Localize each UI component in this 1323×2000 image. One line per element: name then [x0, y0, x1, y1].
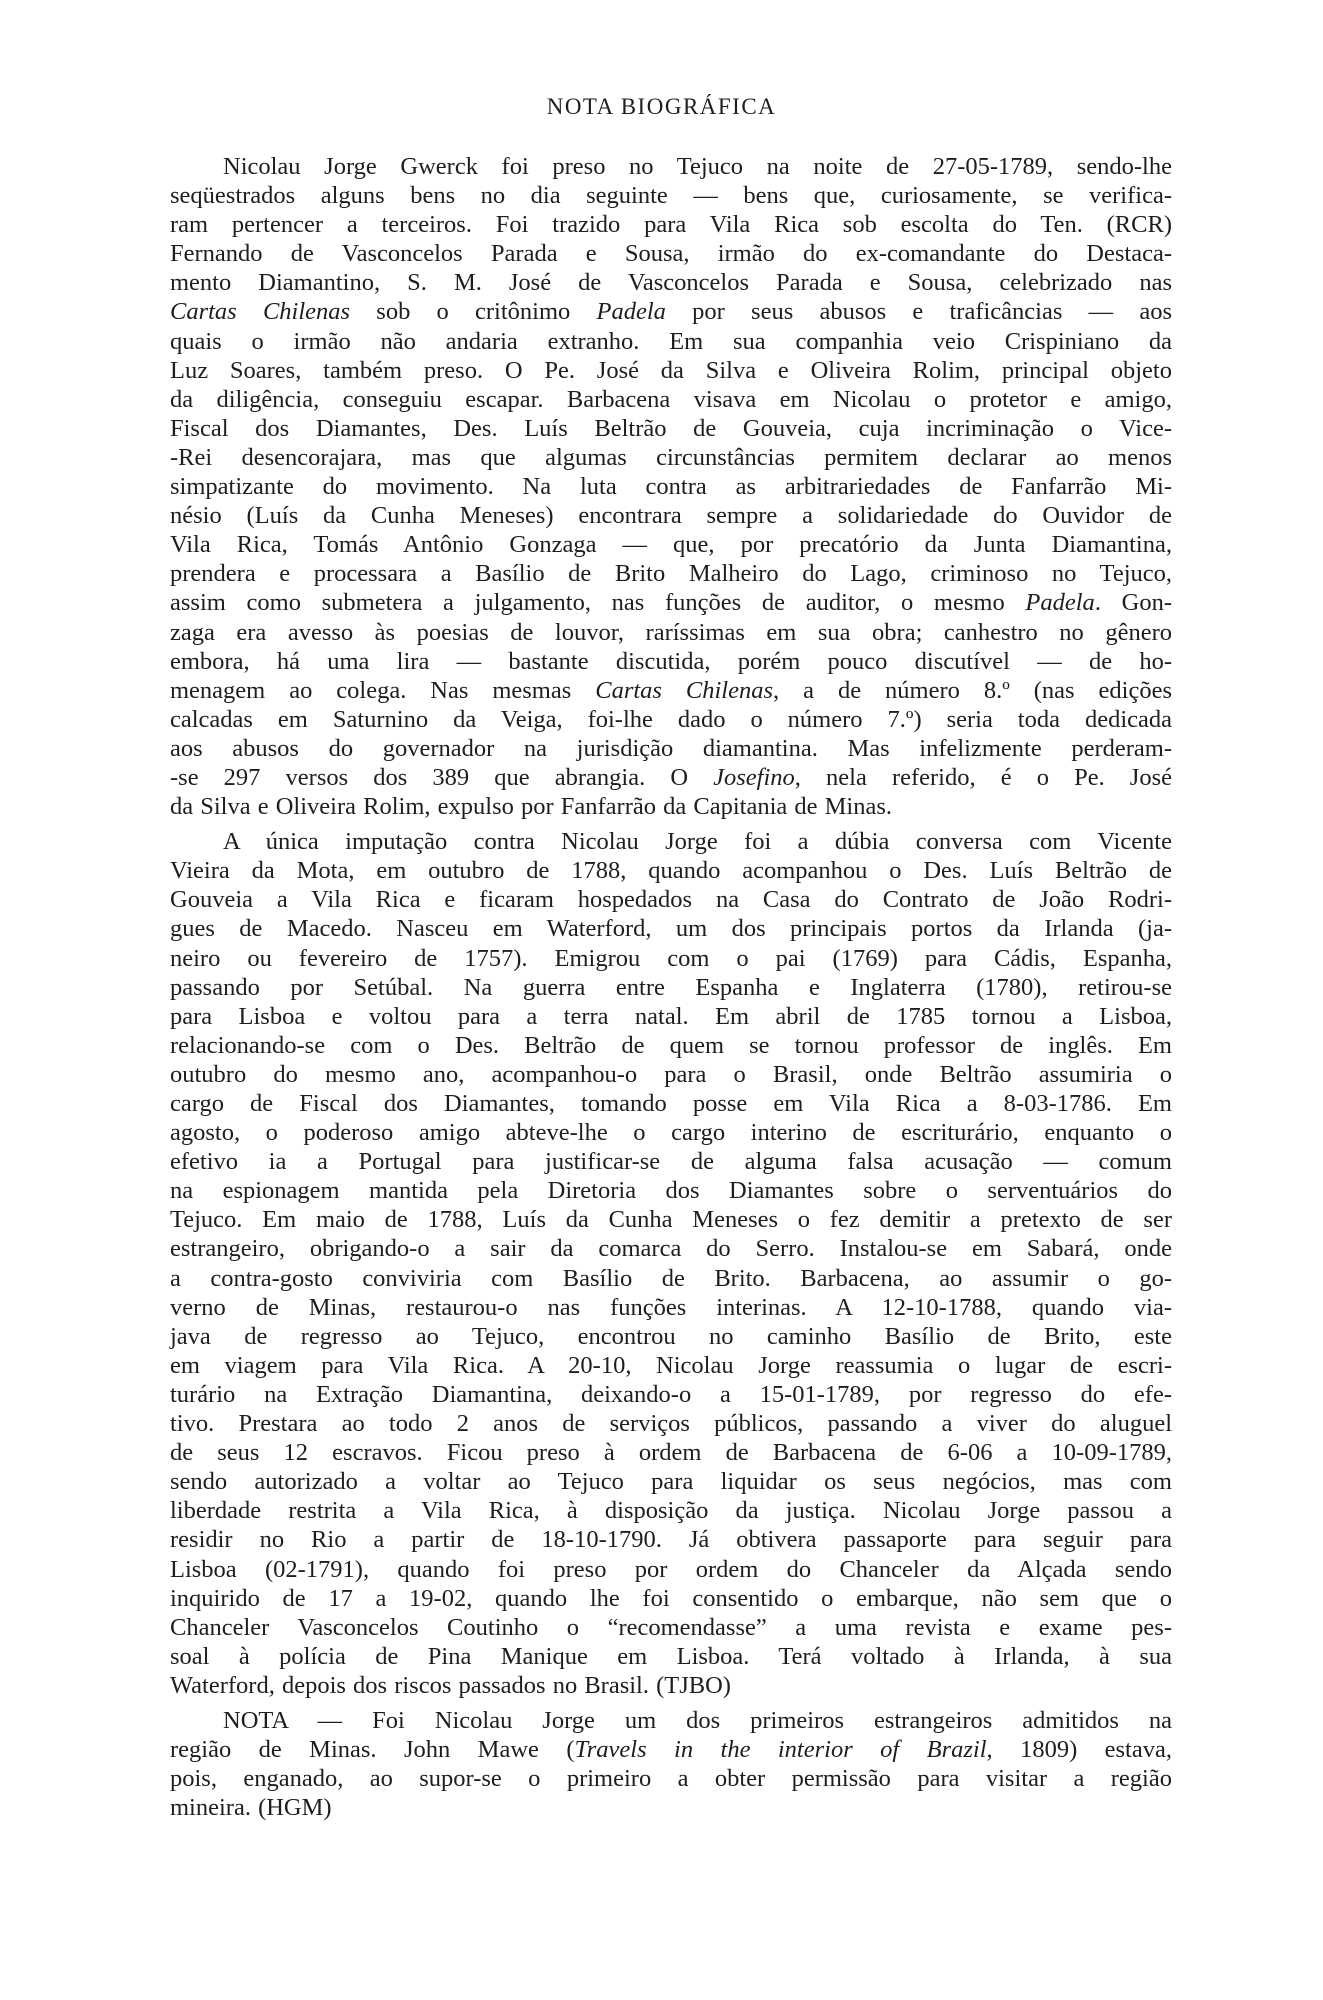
text: Gouveia a Vila Rica e ficaram hospedados na Casa do Contrato de João Rodri- — [170, 886, 1172, 914]
text: , 1809) estava, — [986, 1736, 1172, 1764]
text-line — [170, 268, 1172, 297]
italic-text: Padela — [596, 298, 666, 326]
text: da Silva e Oliveira Rolim, expulso por Fanfarrão da Capitania de Minas. — [170, 793, 893, 821]
text: ram pertencer a terceiros. Foi trazido para Vila Rica sob escolta do Ten. (RCR) — [170, 211, 1172, 239]
text: agosto, o poderoso amigo abteve-lhe o cargo interino de escriturário, enquanto o — [170, 1119, 1172, 1147]
italic-text: Cartas Chilenas — [170, 298, 351, 326]
text: embora, há uma lira — bastante discutida, porém pouco discutível — de ho- — [170, 647, 1172, 675]
text-line — [170, 559, 1172, 588]
italic-text: Cartas Chilenas — [595, 676, 774, 704]
text-line — [170, 1380, 1172, 1409]
text-line — [170, 1205, 1172, 1234]
text-line — [170, 443, 1172, 472]
text: da diligência, conseguiu escapar. Barbacena visava em Nicolau o protetor e amigo, — [170, 385, 1172, 413]
text: java de regresso ao Tejuco, encontrou no caminho Basílio de Brito, este — [170, 1322, 1172, 1350]
text-line — [170, 1671, 1172, 1700]
text-line — [170, 1555, 1172, 1584]
text-line — [170, 618, 1172, 647]
text: Fernando de Vasconcelos Parada e Sousa, irmão do ex-comandante do Destaca- — [170, 240, 1172, 268]
text: para Lisboa e voltou para a terra natal. Em abril de 1785 tornou a Lisboa, — [170, 1002, 1172, 1030]
text-line — [170, 297, 1172, 326]
text: cargo de Fiscal dos Diamantes, tomando posse em Vila Rica a 8-03-1786. Em — [170, 1090, 1172, 1117]
text: por seus abusos e traficâncias — aos — [665, 298, 1172, 326]
text: assim como submetera a julgamento, nas funções de auditor, o mesmo — [170, 589, 1026, 617]
text-line — [170, 239, 1172, 268]
text-line — [170, 1060, 1172, 1089]
text: Waterford, depois dos riscos passados no Brasil. (TJBO) — [170, 1671, 731, 1699]
document-body — [170, 152, 1172, 1828]
italic-text: Padela — [1025, 589, 1095, 617]
text: Tejuco. Em maio de 1788, Luís da Cunha Meneses o fez demitir a pretexto de ser — [170, 1206, 1172, 1234]
text-line — [170, 676, 1172, 705]
italic-text: Josefino — [713, 763, 795, 791]
paragraph — [170, 1706, 1172, 1822]
text: sob o critônimo — [350, 298, 597, 326]
text-line — [170, 1089, 1172, 1118]
text: zaga era avesso às poesias de louvor, raríssimas em sua obra; canhestro no gênero — [170, 618, 1172, 646]
text: , a de número 8.º (nas edições — [773, 676, 1172, 704]
text-line — [170, 827, 1172, 856]
text-line — [170, 1735, 1172, 1764]
text: inquirido de 17 a 19-02, quando lhe foi consentido o embarque, não sem que o — [170, 1584, 1172, 1612]
paragraph — [170, 827, 1172, 1700]
text: na espionagem mantida pela Diretoria dos Diamantes sobre o serventuários do — [170, 1177, 1172, 1205]
text: seqüestrados alguns bens no dia seguinte — bens que, curiosamente, se verifica- — [170, 182, 1172, 210]
text: verno de Minas, restaurou-o nas funções interinas. A 12-10-1788, quando via- — [170, 1293, 1172, 1321]
text-line — [170, 885, 1172, 914]
text: Luz Soares, também preso. O Pe. José da Silva e Oliveira Rolim, principal objeto — [170, 356, 1172, 384]
text: estrangeiro, obrigando-o a sair da comarca do Serro. Instalou-se em Sabará, onde — [170, 1235, 1172, 1263]
text: passando por Setúbal. Na guerra entre Espanha e Inglaterra (1780), retirou-se — [170, 973, 1172, 1001]
text-line — [170, 763, 1172, 792]
text-line — [170, 530, 1172, 559]
text-line — [170, 647, 1172, 676]
text: gues de Macedo. Nasceu em Waterford, um dos principais portos da Irlanda (ja- — [170, 915, 1172, 943]
text-line — [170, 1293, 1172, 1322]
text-line — [170, 1706, 1172, 1735]
text-line — [170, 1176, 1172, 1205]
text: a contra-gosto conviviria com Basílio de Brito. Barbacena, ao assumir o go- — [170, 1264, 1172, 1292]
text: NOTA — Foi Nicolau Jorge um dos primeiros estrangeiros admitidos na — [223, 1706, 1172, 1734]
text-line — [170, 1002, 1172, 1031]
text: simpatizante do movimento. Na luta contra as arbitrariedades de Fanfarrão Mi- — [170, 473, 1172, 501]
text: menagem ao colega. Nas mesmas — [170, 676, 596, 704]
text: -se 297 versos dos 389 que abrangia. O — [170, 763, 714, 791]
text-line — [170, 1584, 1172, 1613]
text: outubro do mesmo ano, acompanhou-o para o Brasil, onde Beltrão assumiria o — [170, 1060, 1172, 1088]
text: quais o irmão não andaria extranho. Em sua companhia veio Crispiniano da — [170, 327, 1172, 355]
paragraph — [170, 152, 1172, 821]
text-line — [170, 501, 1172, 530]
text: A única imputação contra Nicolau Jorge foi a dúbia conversa com Vicente — [223, 828, 1172, 856]
text: Vieira da Mota, em outubro de 1788, quando acompanhou o Des. Luís Beltrão de — [170, 857, 1172, 885]
text: de seus 12 escravos. Ficou preso à ordem de Barbacena de 6-06 a 10-09-1789, — [170, 1439, 1172, 1467]
text-line — [170, 1438, 1172, 1467]
text: Vila Rica, Tomás Antônio Gonzaga — que, por precatório da Junta Diamantina, — [170, 531, 1172, 559]
page-title: NOTA BIOGRÁFICA — [546, 94, 777, 119]
text: , nela referido, é o Pe. José — [794, 763, 1173, 791]
text: mento Diamantino, S. M. José de Vasconcelos Parada e Sousa, celebrizado nas — [170, 269, 1172, 297]
text: liberdade restrita a Vila Rica, à disposição da justiça. Nicolau Jorge passou a — [170, 1497, 1172, 1525]
text-line — [170, 181, 1172, 210]
text-line — [170, 1496, 1172, 1525]
text-line — [170, 1264, 1172, 1293]
text: sendo autorizado a voltar ao Tejuco para liquidar os seus negócios, mas com — [170, 1468, 1172, 1496]
text-line — [170, 1118, 1172, 1147]
text-line — [170, 414, 1172, 443]
text-line — [170, 210, 1172, 239]
text-line — [170, 1793, 1172, 1822]
text: tivo. Prestara ao todo 2 anos de serviços públicos, passando a viver do aluguel — [170, 1410, 1172, 1438]
text-line — [170, 792, 1172, 821]
text: nésio (Luís da Cunha Meneses) encontrara sempre a solidariedade do Ouvidor de — [170, 502, 1172, 530]
text-line — [170, 1642, 1172, 1671]
text: em viagem para Vila Rica. A 20-10, Nicolau Jorge reassumia o lugar de escri- — [170, 1351, 1172, 1379]
text: efetivo ia a Portugal para justificar-se de alguma falsa acusação — comum — [170, 1148, 1172, 1176]
italic-text: Travels in the interior of Brazil — [574, 1736, 987, 1764]
text: prendera e processara a Basílio de Brito Malheiro do Lago, criminoso no Tejuco, — [170, 560, 1172, 588]
text-line — [170, 472, 1172, 501]
text: pois, enganado, ao supor-se o primeiro a obter permissão para visitar a região — [170, 1765, 1172, 1793]
text: neiro ou fevereiro de 1757). Emigrou com o pai (1769) para Cádis, Espanha, — [170, 944, 1172, 972]
text-line — [170, 734, 1172, 763]
text-line — [170, 385, 1172, 414]
text-line — [170, 356, 1172, 385]
text: . Gon- — [1094, 589, 1172, 617]
text-line — [170, 1322, 1172, 1351]
text: Fiscal dos Diamantes, Des. Luís Beltrão de Gouveia, cuja incriminação o Vice- — [170, 414, 1172, 442]
text-line — [170, 973, 1172, 1002]
text-line — [170, 1409, 1172, 1438]
text: aos abusos do governador na jurisdição diamantina. Mas infelizmente perderam- — [170, 734, 1172, 762]
text: Lisboa (02-1791), quando foi preso por ordem do Chanceler da Alçada sendo — [170, 1555, 1172, 1583]
text: relacionando-se com o Des. Beltrão de quem se tornou professor de inglês. Em — [170, 1031, 1172, 1059]
text-line — [170, 1147, 1172, 1176]
text-line — [170, 1031, 1172, 1060]
text-line — [170, 914, 1172, 943]
text-line — [170, 1467, 1172, 1496]
text: residir no Rio a partir de 18-10-1790. Já obtivera passaporte para seguir para — [170, 1526, 1172, 1554]
text-line — [170, 944, 1172, 973]
text-line — [170, 1351, 1172, 1380]
text: turário na Extração Diamantina, deixando-o a 15-01-1789, por regresso do efe- — [170, 1380, 1172, 1408]
text-line — [170, 1234, 1172, 1263]
text: região de Minas. John Mawe ( — [170, 1736, 575, 1764]
text-line — [170, 327, 1172, 356]
text-line — [170, 588, 1172, 617]
text: Nicolau Jorge Gwerck foi preso no Tejuco na noite de 27-05-1789, sendo-lhe — [223, 153, 1172, 180]
text-line — [170, 1764, 1172, 1793]
text-line — [170, 856, 1172, 885]
text: soal à polícia de Pina Manique em Lisboa. Terá voltado à Irlanda, à sua — [170, 1642, 1172, 1670]
text-line — [170, 1613, 1172, 1642]
text-line — [170, 705, 1172, 734]
text: Chanceler Vasconcelos Coutinho o “recomendasse” a uma revista e exame pes- — [170, 1613, 1172, 1641]
text: -Rei desencorajara, mas que algumas circunstâncias permitem declarar ao menos — [170, 443, 1172, 471]
text-line — [170, 152, 1172, 181]
text: mineira. (HGM) — [170, 1794, 332, 1822]
text-line — [170, 1525, 1172, 1554]
text: calcadas em Saturnino da Veiga, foi-lhe dado o número 7.º) seria toda dedicada — [170, 705, 1172, 733]
